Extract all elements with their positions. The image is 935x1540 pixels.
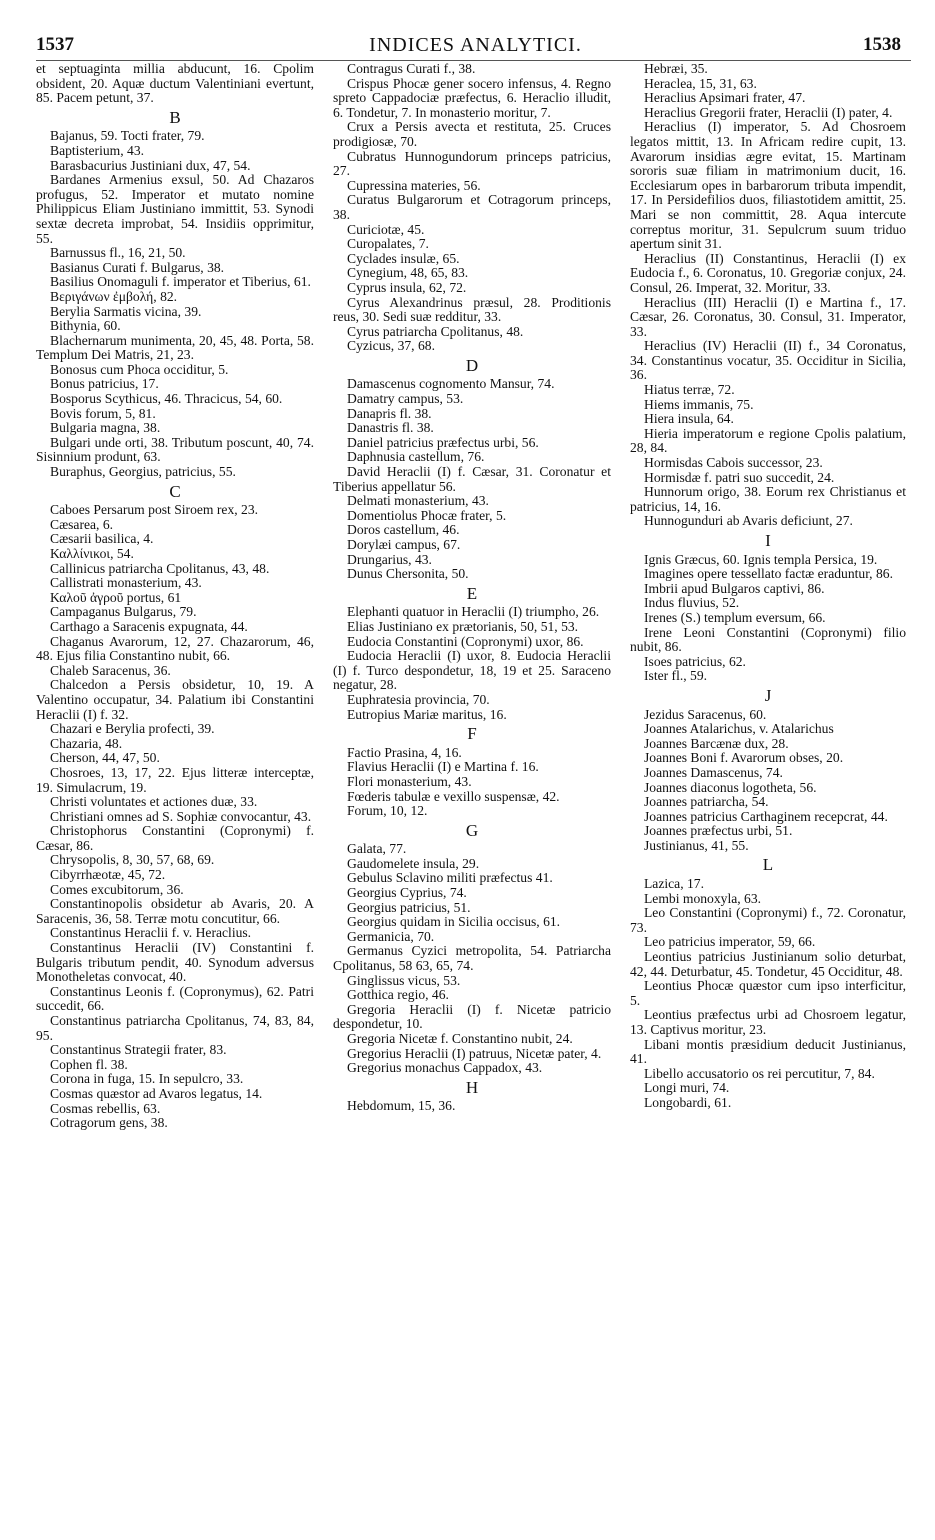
index-entry: Καλλίνικοι, 54. (50, 546, 134, 561)
index-entry: Heraclius (IV) Heraclii (II) f., 34 Coronatus, 34. Constantinus vocatur, 35. Occiditur in Sicilia, 36. (630, 338, 906, 383)
index-entry: Christophorus Constantini (Copronymi) f. Cæsar, 86. (36, 823, 314, 853)
index-entry: Cibyrrhæotæ, 45, 72. (50, 867, 166, 883)
index-entry: Eutropius Mariæ maritus, 16. (347, 706, 507, 722)
index-entry: Isoes patricius, 62. (644, 653, 746, 669)
section-letter: H (465, 1077, 479, 1097)
page-header (36, 34, 915, 60)
index-entry: Καλοῦ ἀγροῦ portus, 61 (50, 589, 182, 605)
index-entry: Damatry campus, 53. (347, 391, 464, 407)
index-entry: Ister fl., 59. (644, 668, 708, 684)
index-entry: Cyzicus, 37, 68. (347, 338, 435, 354)
index-entry: Hormisdæ f. patri suo succedit, 24. (644, 469, 835, 485)
index-entry: Longobardi, 61. (644, 1094, 732, 1110)
section-letter: F (467, 724, 477, 744)
index-entry: Hebdomum, 15, 36. (347, 1098, 456, 1114)
index-entry: Cæsarea, 6. (50, 516, 114, 532)
index-entry: Libello accusatorio os rei percutitur, 7, 84. (644, 1065, 875, 1081)
index-entry: Hiems immanis, 75. (644, 396, 754, 412)
index-column-2 (333, 62, 611, 1114)
index-entry: Joannes præfectus urbi, 51. (644, 823, 793, 839)
index-entry: Irene Leoni Constantini (Copronymi) filio nubit, 86. (630, 624, 906, 655)
index-entry: Cyrus Alexandrinus præsul, 28. Proditionis reus, 30. Sedi suæ redditur, 33. (333, 294, 611, 325)
index-entry: Curatus Bulgarorum et Cotragorum princeps, 38. (333, 192, 611, 222)
index-entry: Domentiolus Phocæ frater, 5. (347, 507, 507, 523)
index-entry: Cyprus insula, 62, 72. (347, 279, 467, 295)
index-entry: Flavius Heraclii (I) e Martina f. 16. (347, 759, 539, 775)
index-entry: Cophen fl. 38. (50, 1056, 128, 1072)
index-entry: Leo Constantini (Copronymi) f., 72. Coronatur, 73. (630, 905, 906, 935)
index-entry: Fœderis tabulæ e vexillo suspensæ, 42. (347, 788, 560, 804)
index-entry: Callinicus patriarcha Cpolitanus, 43, 48. (50, 560, 270, 576)
index-entry: Crux a Persis avecta et restituta, 25. Cruces prodigiosæ, 70. (333, 119, 611, 149)
index-entry: Georgius patricius, 51. (347, 899, 471, 915)
index-entry: Heraclius Gregorii frater, Heraclii (I) pater, 4. (644, 104, 893, 120)
index-entry: Cotragorum gens, 38. (50, 1115, 168, 1131)
index-entry: Cubratus Hunnogundorum princeps patricius, 27. (333, 148, 611, 179)
running-title: INDICES ANALYTICI. (369, 34, 582, 56)
index-entry: Basianus Curati f. Bulgarus, 38. (50, 259, 225, 275)
index-column-3 (630, 62, 906, 1111)
index-entry: Georgius quidam in Sicilia occisus, 61. (347, 914, 561, 930)
section-letter: J (764, 685, 772, 705)
index-entry: Daphnusia castellum, 76. (347, 449, 485, 465)
index-entry: Bajanus, 59. Tocti frater, 79. (50, 128, 205, 144)
index-entry: Joannes Atalarichus, v. Atalarichus (644, 721, 834, 737)
index-entry: et septuaginta millia abducunt, 16. Cpolim obsident, 20. Aquæ ductum Valentiniani evertunt, 85. Pacem petunt, 37. (36, 61, 314, 106)
index-entry: Factio Prasina, 4, 16. (347, 744, 462, 760)
index-entry: Eudocia Constantini (Copronymi) uxor, 86. (347, 633, 584, 649)
index-entry: Cherson, 44, 47, 50. (50, 750, 160, 766)
index-entry: Leontius patricius Justinianum solio deturbat, 42, 44. Deturbatur, 45. Tondetur, 45 Occiditur, 48. (630, 949, 906, 979)
index-entry: Imbrii apud Bulgaros captivi, 86. (644, 580, 825, 596)
index-entry: Flori monasterium, 43. (347, 773, 472, 789)
index-entry: Doros castellum, 46. (347, 522, 460, 538)
index-entry: Cæsarii basilica, 4. (50, 531, 154, 547)
index-entry: Joannes Boni f. Avarorum obses, 20. (644, 750, 844, 766)
index-entry: Constantinopolis obsidetur ab Avaris, 20. A Saracenis, 36, 58. Terræ motu concutitur, 66. (36, 896, 314, 926)
index-entry: Callistrati monasterium, 43. (50, 575, 202, 591)
index-entry: Buraphus, Georgius, patricius, 55. (50, 464, 236, 480)
index-entry: Joannes diaconus logotheta, 56. (644, 779, 817, 795)
index-entry: Heraclius Apsimari frater, 47. (644, 90, 806, 106)
index-entry: Hunnorum origo, 38. Eorum rex Christianus et patricius, 14, 16. (630, 484, 906, 514)
index-entry: Cosmas rebellis, 63. (50, 1100, 161, 1116)
index-entry: Libani montis præsidium deducit Justinianus, 41. (630, 1036, 906, 1067)
index-entry: Cyrus patriarcha Cpolitanus, 48. (347, 323, 524, 339)
index-entry: Forum, 10, 12. (347, 803, 428, 819)
index-entry: Crispus Phocæ gener socero infensus, 4. Regno spreto Cappadociæ præfectus, 6. Heraclio illudit, 6. Tondetur, 7. In monasterio moritur, 7. (333, 75, 611, 120)
index-entry: Germanicia, 70. (347, 928, 435, 944)
index-entry: Barasbacurius Justiniani dux, 47, 54. (50, 157, 251, 173)
index-entry: Hiera insula, 64. (644, 411, 734, 427)
index-entry: Chrysopolis, 8, 30, 57, 68, 69. (50, 852, 215, 868)
index-entry: Berylia Sarmatis vicina, 39. (50, 303, 202, 319)
section-letter: B (169, 107, 181, 127)
index-entry: Heraclius (I) imperator, 5. Ad Chosroem legatos mittit, 13. In Africam redire cupit, 13. Avarorum insidias ægre evitat, 15. Martinam sororis suæ filiam in matrimonium ducit, 16. Ecclesiarum opes in barbarorum tributa impendit, 17. In Persidefilios duos, filiastotidem amittit, 25. Mari se non committit, 28. Aqua intercute correptus moritur, 31. Sepulcrum suum triduo apertum sinit 31. (630, 119, 906, 252)
index-entry: Baptisterium, 43. (50, 142, 145, 158)
index-entry: Gregoria Nicetæ f. Constantino nubit, 24. (347, 1031, 573, 1046)
index-entry: Hormisdas Cabois successor, 23. (644, 455, 823, 471)
index-entry: Joannes Barcænæ dux, 28. (644, 735, 789, 751)
index-entry: Christiani omnes ad S. Sophiæ convocantur, 43. (50, 808, 312, 824)
index-entry: Euphratesia provincia, 70. (347, 691, 490, 707)
index-entry: Gregorius monachus Cappadox, 43. (347, 1060, 543, 1076)
index-entry: Germanus Cyzici metropolita, 54. Patriarcha Cpolitanus, 58 63, 65, 74. (333, 943, 611, 974)
index-entry: Chaleb Saracenus, 36. (50, 662, 171, 678)
index-entry: Drungarius, 43. (347, 551, 432, 567)
index-entry: Bithynia, 60. (50, 318, 121, 334)
index-entry: Gebulus Sclavino militi præfectus 41. (347, 870, 553, 886)
index-entry: Leontius præfectus urbi ad Chosroem legatur, 13. Captivus moritur, 23. (630, 1007, 906, 1037)
index-entry: Gaudomelete insula, 29. (347, 855, 480, 871)
index-entry: Constantinus Strategii frater, 83. (50, 1042, 227, 1058)
index-entry: Dorylæi campus, 67. (347, 537, 461, 552)
index-entry: Cupressina materies, 56. (347, 177, 481, 193)
index-entry: Cyclades insulæ, 65. (347, 250, 460, 266)
index-entry: Cosmas quæstor ad Avaros legatus, 14. (50, 1085, 263, 1101)
index-entry: Danapris fl. 38. (347, 405, 432, 421)
index-entry: Imagines opere tessellato factæ eraduntur, 86. (644, 566, 893, 582)
index-entry: Danastris fl. 38. (347, 420, 434, 436)
index-entry: David Heraclii (I) f. Cæsar, 31. Coronatur et Tiberius appellatur 56. (333, 464, 611, 494)
index-entry: Hieria imperatorum e regione Cpolis palatium, 28, 84. (630, 425, 906, 456)
index-entry: Blachernarum munimenta, 20, 45, 48. Porta, 58. Templum Dei Matris, 21, 23. (36, 332, 314, 363)
index-entry: Constantinus Heraclii f. v. Heraclius. (50, 925, 252, 941)
section-letter: G (465, 820, 479, 840)
index-entry: Dunus Chersonita, 50. (347, 566, 469, 582)
index-entry: Chazari e Berylia profecti, 39. (50, 721, 215, 737)
section-letter: C (169, 481, 181, 501)
index-entry: Hiatus terræ, 72. (644, 382, 735, 398)
page-number-right: 1538 (863, 34, 901, 55)
index-entry: Comes excubitorum, 36. (50, 881, 184, 897)
index-entry: Heraclius (II) Constantinus, Heraclii (I) ex Eudocia f., 6. Coronatus, 10. Gregoriæ conjux, 24. Consul, 26. Imperat, 32. Moritur, 33. (630, 250, 906, 295)
page-number-left: 1537 (36, 34, 74, 55)
index-entry: Heraclea, 15, 31, 63. (644, 75, 757, 91)
index-entry: Heraclius (III) Heraclii (I) e Martina f., 17. Cæsar, 26. Coronatus, 30. Consul, 31. Imperator, 33. (630, 294, 906, 339)
index-entry: Basilius Onomaguli f. imperator et Tiberius, 61. (50, 274, 311, 290)
index-entry: Elephanti quatuor in Heraclii (I) triumpho, 26. (347, 604, 600, 620)
section-letter: L (762, 855, 774, 875)
index-entry: Indus fluvius, 52. (644, 595, 740, 611)
index-entry: Irenes (S.) templum eversum, 66. (644, 609, 826, 625)
index-entry: Georgius Cyprius, 74. (347, 885, 467, 901)
index-entry: Ignis Græcus, 60. Ignis templa Persica, 19. (644, 551, 878, 567)
index-entry: Curopalates, 7. (347, 236, 429, 252)
index-entry: Chosroes, 13, 17, 22. Ejus litteræ interceptæ, 19. Simulacrum, 19. (36, 764, 314, 795)
index-entry: Corona in fuga, 15. In sepulcro, 33. (50, 1071, 244, 1087)
index-entry: Curiciotæ, 45. (347, 221, 425, 237)
index-entry: Elias Justiniano ex prætorianis, 50, 51, 53. (347, 618, 579, 634)
index-entry: Galata, 77. (347, 841, 407, 857)
index-entry: Cynegium, 48, 65, 83. (347, 265, 469, 281)
index-entry: Delmati monasterium, 43. (347, 493, 489, 509)
index-entry: Joannes Damascenus, 74. (644, 764, 783, 780)
index-entry: Constantinus patriarcha Cpolitanus, 74, 83, 84, 95. (36, 1013, 314, 1043)
index-entry: Carthago a Saracenis expugnata, 44. (50, 618, 248, 634)
index-entry: Chazaria, 48. (50, 735, 123, 751)
index-entry: Ginglissus vicus, 53. (347, 972, 461, 988)
index-entry: Bonus patricius, 17. (50, 376, 159, 392)
index-entry: Chaganus Avarorum, 12, 27. Chazarorum, 46, 48. Ejus filia Constantino nubit, 66. (36, 633, 314, 664)
index-entry: Bovis forum, 5, 81. (50, 405, 156, 421)
index-entry: Constantinus Leonis f. (Copronymus), 62. Patri succedit, 66. (36, 983, 314, 1014)
index-entry: Constantinus Heraclii (IV) Constantini f. Bulgaris tributum pendit, 40. Synodum adversus Monotheletas convocat, 40. (36, 940, 314, 985)
index-entry: Chalcedon a Persis obsidetur, 10, 19. A Valentino occupatur, 34. Palatium ibi Constantini Heraclii (I) f. 32. (36, 677, 314, 722)
index-entry: Hunnogunduri ab Avaris deficiunt, 27. (644, 513, 853, 529)
index-entry: Campaganus Bulgarus, 79. (50, 604, 197, 620)
index-entry: Gotthica regio, 46. (347, 987, 449, 1003)
index-entry: Gregorius Heraclii (I) patruus, Nicetæ pater, 4. (347, 1045, 602, 1061)
index-entry: Jezidus Saracenus, 60. (644, 706, 767, 722)
index-entry: Longi muri, 74. (644, 1080, 730, 1096)
index-entry: Damascenus cognomento Mansur, 74. (347, 376, 555, 392)
index-entry: Hebræi, 35. (644, 61, 708, 76)
index-entry: Gregoria Heraclii (I) f. Nicetæ patricio despondetur, 10. (333, 1001, 611, 1032)
index-entry: Barnussus fl., 16, 21, 50. (50, 245, 186, 261)
index-entry: Joannes patricius Carthaginem recepcrat, 44. (644, 808, 888, 824)
index-column-1 (36, 62, 314, 1131)
index-entry: Bardanes Armenius exsul, 50. Ad Chazaros profugus, 52. Imperator et mutato nomine Philippicus Eliam Justiniano immittit, 53. Synodi sextæ decreta improbat, 54. Insidiis opprimitur, 55. (36, 172, 314, 246)
index-entry: Bosporus Scythicus, 46. Thracicus, 54, 60. (50, 391, 283, 407)
index-entry: Contragus Curati f., 38. (347, 61, 476, 76)
index-entry: Βεριγάνων ἐμβολή, 82. (50, 288, 178, 304)
index-entry: Daniel patricius præfectus urbi, 56. (347, 434, 539, 450)
index-entry: Bulgari unde orti, 38. Tributum poscunt, 40, 74. Sisinnium produnt, 63. (36, 434, 314, 465)
section-letter: D (465, 355, 479, 375)
index-entry: Caboes Persarum post Siroem rex, 23. (50, 502, 259, 518)
index-entry: Leontius Phocæ quæstor cum ipso interficitur, 5. (630, 978, 906, 1008)
section-letter: E (466, 583, 478, 603)
index-entry: Bonosus cum Phoca occiditur, 5. (50, 361, 229, 377)
index-entry: Lembi monoxyla, 63. (644, 890, 762, 906)
index-entry: Eudocia Heraclii (I) uxor, 8. Eudocia Heraclii (I) f. Turco despondetur, 18, 19 et 25. Saraceno negatur, 28. (333, 648, 611, 693)
section-letter: I (765, 531, 771, 550)
index-entry: Joannes patriarcha, 54. (644, 794, 769, 810)
index-entry: Lazica, 17. (644, 876, 705, 892)
index-entry: Bulgaria magna, 38. (50, 420, 161, 436)
index-entry: Leo patricius imperator, 59, 66. (644, 934, 816, 950)
index-entry: Justinianus, 41, 55. (644, 837, 749, 853)
index-entry: Christi voluntates et actiones duæ, 33. (50, 794, 258, 810)
